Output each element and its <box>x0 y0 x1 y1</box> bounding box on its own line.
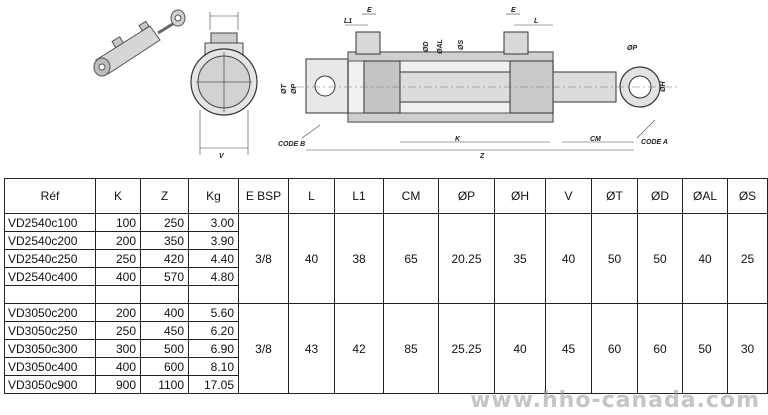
header-e-bsp: E BSP <box>239 179 289 214</box>
dim-label-t: ØT <box>281 84 288 94</box>
cell-h: 40 <box>495 304 546 394</box>
cell-l: 40 <box>289 214 335 304</box>
cell-k: 200 <box>96 232 141 250</box>
dim-label-s: ØS <box>458 39 465 50</box>
header-l: L <box>289 179 335 214</box>
cell-d: 60 <box>638 304 683 394</box>
header-al: ØAL <box>683 179 728 214</box>
cell-z: 250 <box>141 214 189 232</box>
spacer-cell <box>96 286 141 304</box>
cell-z: 500 <box>141 340 189 358</box>
cylinder-3d-view <box>94 10 185 76</box>
cell-k: 400 <box>96 358 141 376</box>
header-d: ØD <box>638 179 683 214</box>
cell-ref: VD3050c900 <box>5 376 96 394</box>
cell-l1: 38 <box>335 214 384 304</box>
cell-kg: 5.60 <box>189 304 239 322</box>
cell-k: 100 <box>96 214 141 232</box>
header-ref: Réf <box>5 179 96 214</box>
header-kg: Kg <box>189 179 239 214</box>
dim-label-p-left: ØP <box>291 83 298 94</box>
cell-ref: VD3050c200 <box>5 304 96 322</box>
dim-label-cm: CM <box>590 136 601 143</box>
table-header-row <box>5 179 768 214</box>
cell-p: 20.25 <box>439 214 495 304</box>
cell-kg: 4.40 <box>189 250 239 268</box>
dim-label-l1: L1 <box>344 18 353 25</box>
cell-cm: 85 <box>384 304 439 394</box>
dim-label-z: Z <box>480 153 485 160</box>
cell-v: 40 <box>546 214 592 304</box>
cell-z: 450 <box>141 322 189 340</box>
cell-z: 420 <box>141 250 189 268</box>
spacer-cell <box>5 286 96 304</box>
cell-z: 570 <box>141 268 189 286</box>
cell-cm: 65 <box>384 214 439 304</box>
cell-e-bsp: 3/8 <box>239 214 289 304</box>
cell-kg: 3.90 <box>189 232 239 250</box>
cell-z: 1100 <box>141 376 189 394</box>
cell-kg: 4.80 <box>189 268 239 286</box>
cell-kg: 3.00 <box>189 214 239 232</box>
spec-table <box>4 178 768 394</box>
header-s: ØS <box>728 179 768 214</box>
site-watermark: www.hho-canada.com <box>470 388 760 413</box>
cell-h: 35 <box>495 214 546 304</box>
cell-ref: VD2540c100 <box>5 214 96 232</box>
cell-ref: VD3050c400 <box>5 358 96 376</box>
cylinder-section-view <box>296 14 680 150</box>
header-k: K <box>96 179 141 214</box>
cell-k: 300 <box>96 340 141 358</box>
header-cm: CM <box>384 179 439 214</box>
cell-s: 30 <box>728 304 768 394</box>
header-l1: L1 <box>335 179 384 214</box>
dim-label-h: ØH <box>660 81 667 92</box>
header-z: Z <box>141 179 189 214</box>
cell-kg: 8.10 <box>189 358 239 376</box>
header-h: ØH <box>495 179 546 214</box>
header-p: ØP <box>439 179 495 214</box>
spacer-cell <box>189 286 239 304</box>
table-row <box>5 214 768 232</box>
dim-label-d: ØD <box>423 41 430 52</box>
code-b-label: CODE B <box>278 141 306 148</box>
cell-al: 50 <box>683 304 728 394</box>
cell-ref: VD3050c250 <box>5 322 96 340</box>
cell-v: 45 <box>546 304 592 394</box>
cell-z: 600 <box>141 358 189 376</box>
cell-p: 25.25 <box>439 304 495 394</box>
cell-al: 40 <box>683 214 728 304</box>
cell-s: 25 <box>728 214 768 304</box>
cell-l1: 42 <box>335 304 384 394</box>
cell-k: 900 <box>96 376 141 394</box>
code-a-label: CODE A <box>641 139 668 146</box>
table-row <box>5 304 768 322</box>
dim-label-k: K <box>455 136 461 143</box>
cell-t: 50 <box>592 214 638 304</box>
dim-label-v: V <box>219 153 224 160</box>
cell-ref: VD2540c400 <box>5 268 96 286</box>
cell-ref: VD3050c300 <box>5 340 96 358</box>
dim-label-p-right: ØP <box>627 45 638 52</box>
dim-label-e-right: E <box>511 7 516 14</box>
cell-k: 400 <box>96 268 141 286</box>
cylinder-end-view <box>191 12 257 155</box>
cell-kg: 6.90 <box>189 340 239 358</box>
cell-kg: 17.05 <box>189 376 239 394</box>
cell-z: 350 <box>141 232 189 250</box>
cell-ref: VD2540c250 <box>5 250 96 268</box>
cell-t: 60 <box>592 304 638 394</box>
cell-l: 43 <box>289 304 335 394</box>
cell-e-bsp: 3/8 <box>239 304 289 394</box>
dim-label-al: ØAL <box>437 39 444 54</box>
cell-z: 400 <box>141 304 189 322</box>
spacer-cell <box>141 286 189 304</box>
cylinder-drawing <box>0 0 768 178</box>
cell-kg: 6.20 <box>189 322 239 340</box>
cell-ref: VD2540c200 <box>5 232 96 250</box>
header-v: V <box>546 179 592 214</box>
cell-k: 250 <box>96 250 141 268</box>
cell-k: 200 <box>96 304 141 322</box>
dim-label-l: L <box>534 18 539 25</box>
header-t: ØT <box>592 179 638 214</box>
cell-d: 50 <box>638 214 683 304</box>
cell-k: 250 <box>96 322 141 340</box>
dim-label-e-left: E <box>367 7 372 14</box>
